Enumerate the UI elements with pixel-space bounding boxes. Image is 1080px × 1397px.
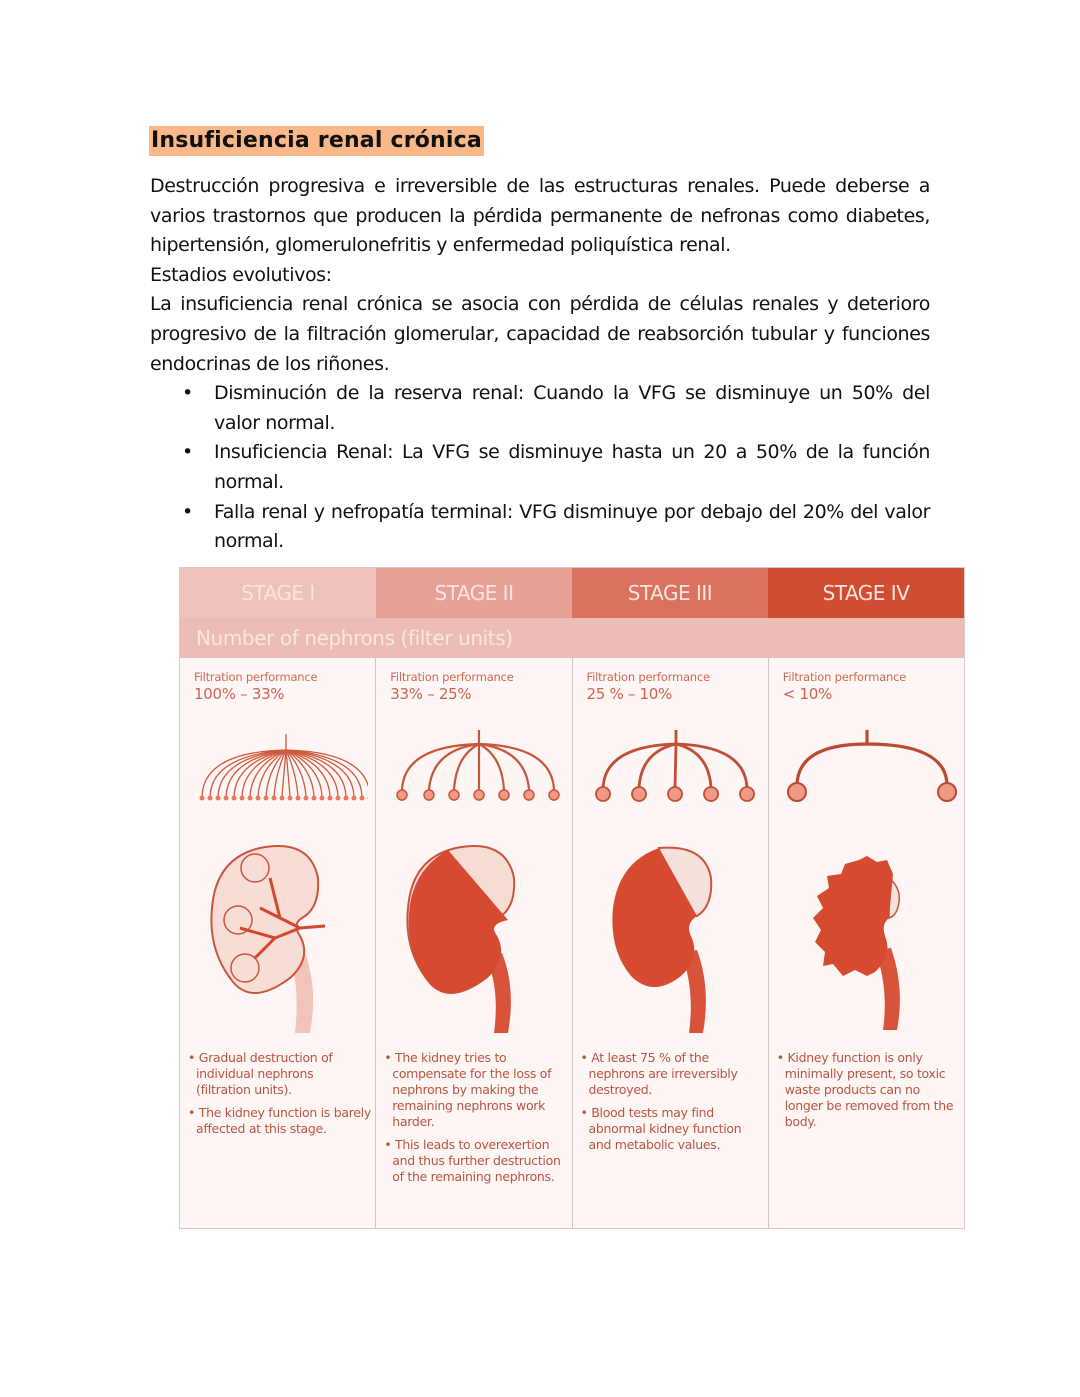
- nephron-tree-icon: [581, 728, 761, 808]
- note-item: • This leads to overexertion and thus further destruction of the remaining nephrons.: [384, 1137, 561, 1184]
- nephron-tree-icon: [384, 728, 564, 808]
- perf-label: Filtration performance: [586, 670, 710, 684]
- stage-notes: [775, 1050, 960, 1137]
- stage-header-2: STAGE II: [376, 568, 572, 618]
- stage-header-1: STAGE I: [180, 568, 376, 618]
- perf-value: 25 % – 10%: [586, 685, 672, 703]
- perf-value: 33% – 25%: [390, 685, 472, 703]
- list-item: • Insuficiencia Renal: La VFG se disminuye hasta un 20 a 50% de la función normal.: [214, 438, 930, 497]
- nephron-tree-icon: [188, 728, 368, 808]
- note-item: • At least 75 % of the nephrons are irreversibly destroyed.: [580, 1050, 738, 1097]
- bullet-icon: •: [182, 500, 193, 523]
- section-heading: Insuficiencia renal crónica: [149, 126, 484, 156]
- paragraph-stages-label: Estadios evolutivos:: [150, 263, 332, 286]
- perf-value: 100% – 33%: [194, 685, 285, 703]
- note-item: • The kidney tries to compensate for the loss of nephrons by making the remaining nephrons work harder.: [384, 1050, 552, 1129]
- list-item: • Falla renal y nefropatía terminal: VFG disminuye por debajo del 20% del valor normal.: [214, 498, 930, 557]
- stage-columns: [180, 658, 964, 1228]
- stage-column-3: [573, 658, 769, 1228]
- paragraph-definition: Destrucción progresiva e irreversible de las estructuras renales. Puede deberse a varios trastornos que producen la pérdida permanente de nefronas como diabetes, hipertensión, glomerulonefritis y enfermedad poliquística renal.: [150, 175, 930, 257]
- perf-value: < 10%: [782, 685, 832, 703]
- stage-notes: [186, 1050, 371, 1144]
- perf-label: Filtration performance: [782, 670, 907, 684]
- note-item: • Blood tests may find abnormal kidney function and metabolic values.: [580, 1105, 742, 1152]
- nephron-band-label: Number of nephrons (filter units): [180, 618, 964, 658]
- list-item: • Disminución de la reserva renal: Cuando la VFG se disminuye un 50% del valor normal.: [214, 379, 930, 438]
- stage-header-3: STAGE III: [572, 568, 768, 618]
- damaged-kidney-icon: [593, 838, 753, 1038]
- note-item: • Kidney function is only minimally present, so toxic waste products can no longer be removed from the body.: [776, 1050, 954, 1129]
- paragraph-description: La insuficiencia renal crónica se asocia con pérdida de células renales y deterioro progresivo de la filtración glomerular, capacidad de reabsorción tubular y funciones endocrinas de los riñones.: [150, 293, 930, 375]
- ckd-stages-figure: [179, 567, 965, 1229]
- note-item: • The kidney function is barely affected at this stage.: [188, 1105, 371, 1136]
- stage-column-1: [180, 658, 376, 1228]
- stage-column-2: [376, 658, 572, 1228]
- stage-header-4: STAGE IV: [768, 568, 964, 618]
- stage-notes: [382, 1050, 567, 1192]
- document-page: [150, 126, 930, 557]
- stage-column-4: [769, 658, 964, 1228]
- failed-kidney-icon: [789, 838, 949, 1038]
- note-item: • Gradual destruction of individual nephrons (filtration units).: [188, 1050, 333, 1097]
- perf-label: Filtration performance: [194, 670, 318, 684]
- bullet-icon: •: [182, 441, 193, 464]
- stage-list: [150, 379, 930, 557]
- perf-label: Filtration performance: [390, 670, 514, 684]
- bullet-icon: •: [182, 382, 193, 405]
- stage-header-row: [180, 568, 964, 618]
- damaged-kidney-icon: [396, 838, 556, 1038]
- stage-notes: [579, 1050, 764, 1160]
- healthy-kidney-icon: [200, 838, 360, 1038]
- nephron-tree-icon: [777, 728, 957, 808]
